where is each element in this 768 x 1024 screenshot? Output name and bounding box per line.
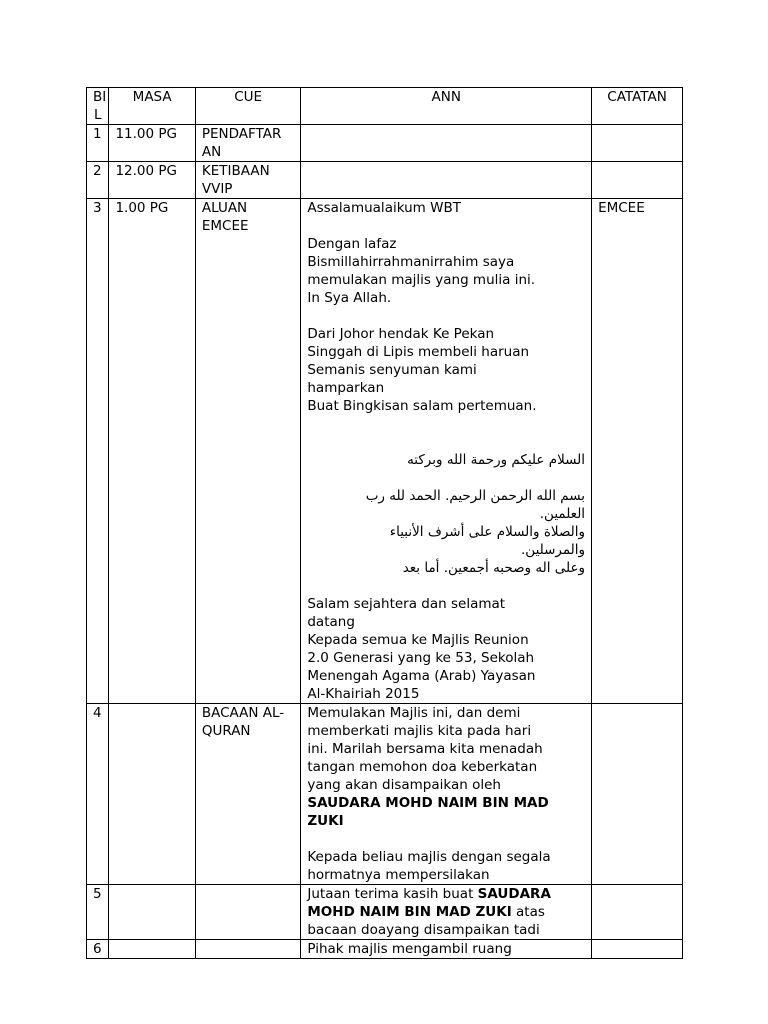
row-catatan: EMCEE	[592, 199, 683, 704]
header-row	[87, 88, 683, 125]
closing-line: Menengah Agama (Arab) Yayasan	[307, 668, 536, 684]
intro-line: yang akan disampaikan oleh	[307, 777, 501, 793]
table-row	[87, 162, 683, 199]
cue-line: PENDAFTAR	[201, 126, 282, 142]
row-masa: 1.00 PG	[109, 199, 195, 704]
row-bil: 3	[87, 199, 109, 704]
cue-line: AN	[201, 144, 222, 160]
closing-line: datang	[307, 614, 355, 630]
header-masa: MASA	[109, 88, 195, 125]
cue-line: BACAAN AL-	[201, 705, 285, 721]
row-cue	[195, 125, 301, 162]
row-cue	[195, 885, 301, 940]
row-ann	[301, 162, 592, 199]
pantun-line: Dari Johor hendak Ke Pekan	[307, 326, 495, 342]
arabic-line: بسم الله الرحمن الرحيم. الحمد لله رب	[365, 488, 586, 504]
row-cue	[195, 162, 301, 199]
lafaz-line: Dengan lafaz	[307, 236, 397, 252]
table-row	[87, 885, 683, 940]
thanks-line	[307, 903, 585, 921]
cue-line: KETIBAAN	[201, 163, 270, 179]
thanks-bold-text: MOHD NAIM BIN MAD ZUKI	[307, 904, 512, 920]
row-masa	[109, 885, 195, 940]
closing-line: Kepada semua ke Majlis Reunion	[307, 632, 529, 648]
programme-table	[86, 87, 683, 959]
cue-line: VVIP	[201, 181, 233, 197]
speaker-name-line: SAUDARA MOHD NAIM BIN MAD	[307, 795, 549, 811]
thanks-text: atas	[511, 904, 545, 920]
row-bil: 2	[87, 162, 109, 199]
header-cue: CUE	[195, 88, 301, 125]
header-bil	[87, 88, 109, 125]
intro-line: memberkati majlis kita pada hari	[307, 723, 532, 739]
table-row	[87, 199, 683, 704]
row-bil: 5	[87, 885, 109, 940]
row-catatan	[592, 125, 683, 162]
closing-line: 2.0 Generasi yang ke 53, Sekolah	[307, 650, 535, 666]
thanks-line	[307, 885, 585, 903]
row-cue	[195, 940, 301, 959]
arabic-line: العلمين.	[539, 506, 586, 522]
header-bil-line1: BI	[93, 89, 107, 105]
row-catatan	[592, 940, 683, 959]
thanks-line: bacaan doayang disampaikan tadi	[307, 922, 540, 938]
row-bil: 6	[87, 940, 109, 959]
row-masa	[109, 704, 195, 885]
lafaz-line: memulakan majlis yang mulia ini.	[307, 272, 536, 288]
row-ann	[301, 704, 592, 885]
row-ann	[301, 125, 592, 162]
row-masa	[109, 940, 195, 959]
speaker-name-line: ZUKI	[307, 813, 344, 829]
pantun-line: Singgah di Lipis membeli haruan	[307, 344, 530, 360]
closing-line: Al-Khairiah 2015	[307, 686, 420, 702]
lafaz-line: In Sya Allah.	[307, 290, 392, 306]
row-catatan	[592, 885, 683, 940]
pantun-line: Semanis senyuman kami	[307, 362, 477, 378]
cue-line: EMCEE	[201, 218, 249, 234]
greeting-text: Assalamualaikum WBT	[307, 200, 461, 216]
outro-line: hormatnya mempersilakan	[307, 867, 490, 883]
intro-line: Memulakan Majlis ini, dan demi	[307, 705, 521, 721]
cue-line: QURAN	[201, 723, 251, 739]
table-row	[87, 125, 683, 162]
row-ann: Pihak majlis mengambil ruang	[301, 940, 592, 959]
arabic-line: وعلى اله وصحبه أجمعين. أما بعد	[402, 560, 586, 576]
row-cue	[195, 704, 301, 885]
thanks-text: Jutaan terima kasih buat	[307, 886, 478, 902]
row-catatan	[592, 162, 683, 199]
row-catatan	[592, 704, 683, 885]
cue-line: ALUAN	[201, 200, 248, 216]
outro-line: Kepada beliau majlis dengan segala	[307, 849, 551, 865]
header-ann: ANN	[301, 88, 592, 125]
intro-line: ini. Marilah bersama kita menadah	[307, 741, 543, 757]
arabic-line: والمرسلين.	[521, 542, 586, 558]
row-masa: 11.00 PG	[109, 125, 195, 162]
row-bil: 4	[87, 704, 109, 885]
closing-line: Salam sejahtera dan selamat	[307, 596, 506, 612]
arabic-line: والصلاة والسلام على أشرف الأنبياء	[389, 524, 586, 540]
row-cue	[195, 199, 301, 704]
lafaz-line: Bismillahirrahmanirrahim saya	[307, 254, 515, 270]
row-ann	[301, 199, 592, 704]
row-masa: 12.00 PG	[109, 162, 195, 199]
arabic-salam: السلام عليكم ورحمة الله وبركته	[407, 452, 586, 468]
table-row	[87, 940, 683, 959]
intro-line: tangan memohon doa keberkatan	[307, 759, 538, 775]
row-ann	[301, 885, 592, 940]
pantun-line: Buat Bingkisan salam pertemuan.	[307, 398, 537, 414]
header-catatan: CATATAN	[592, 88, 683, 125]
thanks-bold-text: SAUDARA	[477, 886, 551, 902]
table-row	[87, 704, 683, 885]
header-bil-line2: L	[93, 107, 102, 123]
row-bil: 1	[87, 125, 109, 162]
pantun-line: hamparkan	[307, 380, 385, 396]
